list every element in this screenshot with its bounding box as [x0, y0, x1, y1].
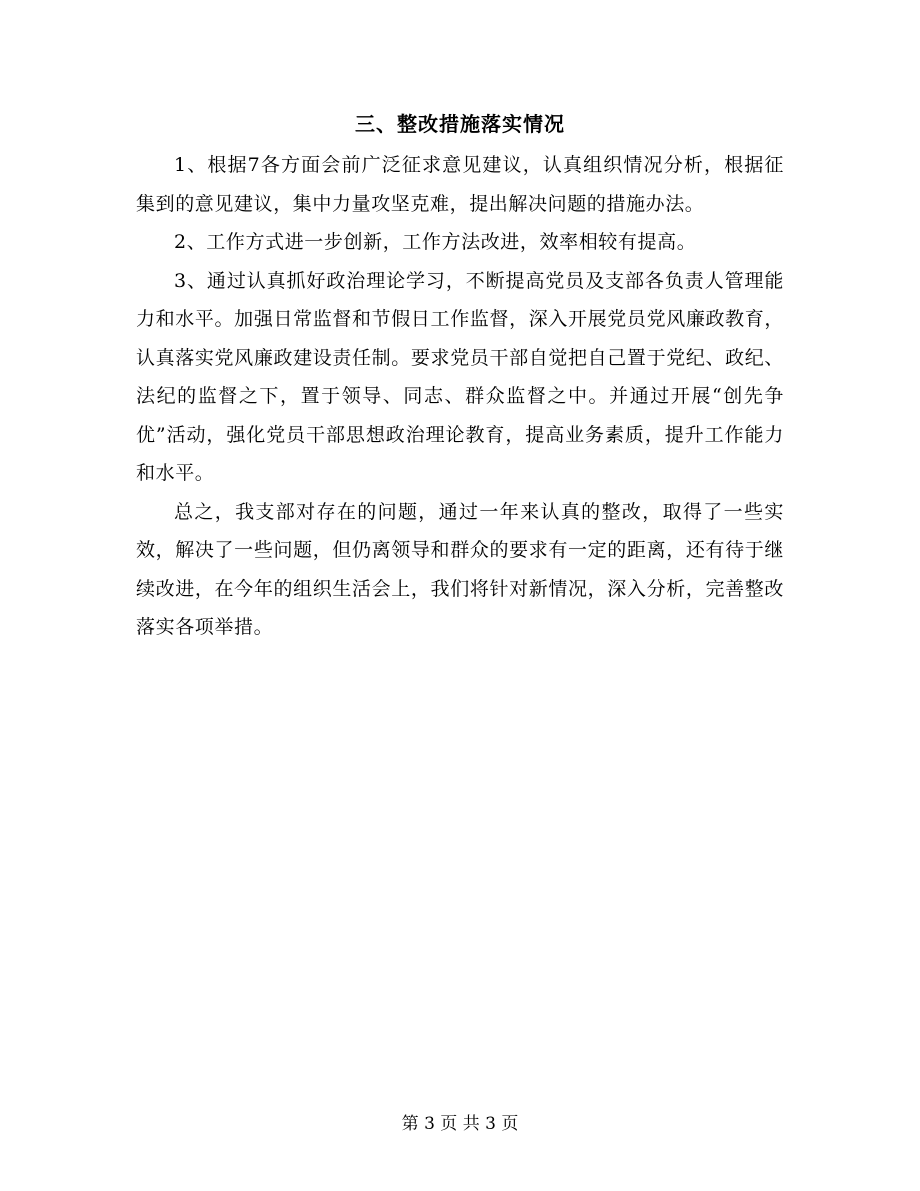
page-number-label: 第 3 页 共 3 页: [401, 1114, 519, 1134]
paragraph-2: 2、工作方式进一步创新，工作方法改进，效率相较有提高。: [174, 231, 697, 253]
paragraph-1: 1、根据7各方面会前广泛征求意见建议，认真组织情况分析，根据征集到的意见建议，集中力量攻坚克难，提出解决问题的措施办法。: [136, 154, 784, 215]
section-title: 三、整改措施落实情况: [355, 112, 565, 136]
paragraph-4: 总之，我支部对存在的问题，通过一年来认真的整改，取得了一些实效，解决了一些问题，但仍离领导和群众的要求有一定的距离，还有待于继续改进，在今年的组织生活会上，我们将针对新情况，深入分析，完善整改落实各项举措。: [136, 500, 784, 638]
paragraph-3: 3、通过认真抓好政治理论学习，不断提高党员及支部各负责人管理能力和水平。加强日常监督和节假日工作监督，深入开展党员党风廉政教育，认真落实党风廉政建设责任制。要求党员干部自觉把自己置于党纪、政纪、法纪的监督之下，置于领导、同志、群众监督之中。并通过开展“创先争优”活动，强化党员干部思想政治理论教育，提高业务素质，提升工作能力和水平。: [136, 269, 784, 484]
document-body: [136, 146, 784, 647]
page-footer: [0, 1112, 920, 1136]
